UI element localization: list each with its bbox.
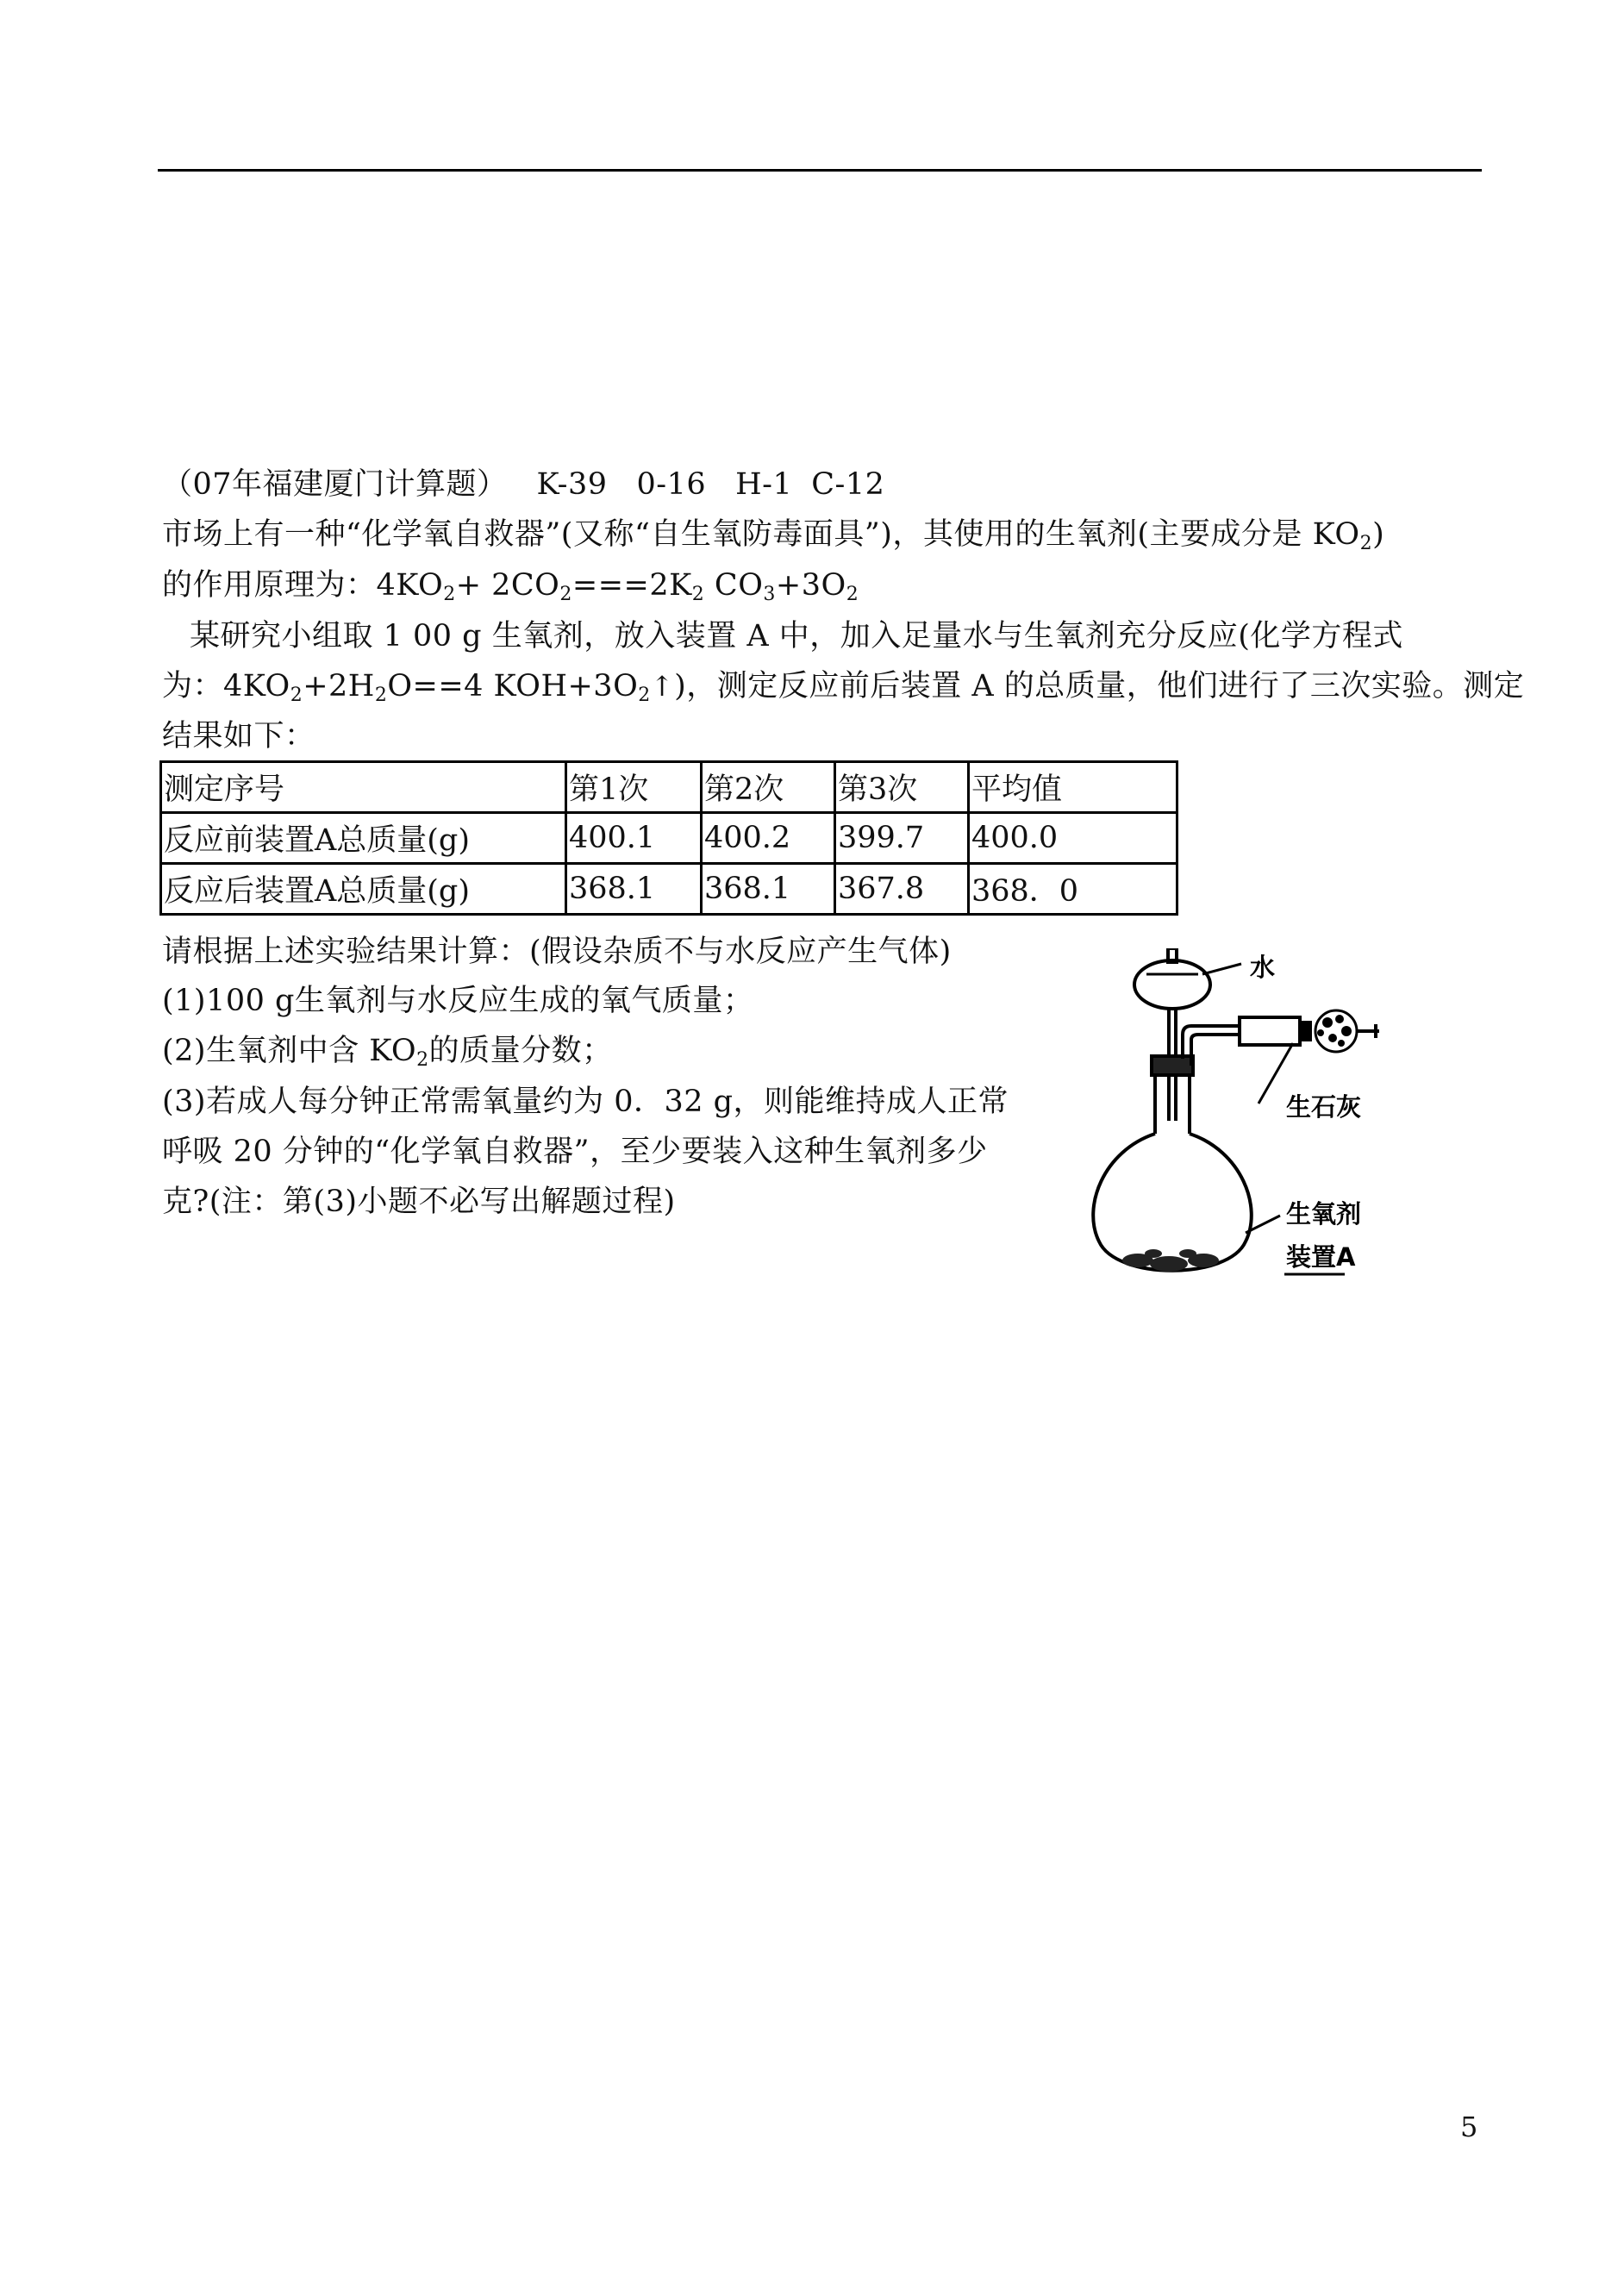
table-cell: 368.1 [566, 864, 702, 915]
question-2-text: (2)生氧剂中含 KO [162, 1034, 417, 1068]
para2-text-3: 结果如下： [162, 719, 315, 754]
label-quicklime: 生石灰 [1286, 1092, 1362, 1122]
header-rule [158, 169, 1482, 172]
question-1: (1)100 g生氧剂与水反应生成的氧气质量； [162, 984, 754, 1018]
table-row [161, 864, 1177, 915]
para2-line-3 [162, 716, 315, 757]
para2-text-1: 某研究小组取 1 00 g 生氧剂，放入装置 A 中，加入足量水与生氧剂充分反应(化学方程式 [190, 619, 1403, 653]
para2-line-1 [190, 616, 1403, 657]
para2-line-2 [162, 666, 1524, 707]
table-header-cell: 测定序号 [161, 762, 566, 813]
intro-close-paren: ) [1372, 517, 1385, 552]
quicklime-granules [1317, 1015, 1352, 1047]
label-oxygen-agent: 生氧剂 [1286, 1199, 1362, 1229]
table-cell: 400.1 [566, 813, 702, 864]
intro-text-1: 市场上有一种“化学氧自救器”(又称“自生氧防毒面具”)，其使用的生氧剂(主要成分是 KO [162, 517, 1360, 552]
question-2-subscript: 2 [416, 1049, 429, 1071]
label-water: 水 [1250, 953, 1276, 982]
intro-line-2 [162, 565, 859, 606]
intro-lead: 的作用原理为： [162, 568, 377, 603]
problem-source: （07年福建厦门计算题） [162, 467, 508, 502]
intro-subscript: 2 [1359, 533, 1373, 554]
table-header-cell: 平均值 [969, 762, 1177, 813]
page-number: 5 [1460, 2111, 1478, 2143]
table-cell: 反应后装置A总质量(g) [161, 864, 566, 915]
equation-2: $4KO_2+2H_2O==4$ $KOH+3O_2↑$ [223, 669, 675, 706]
para2-lead: 为： [162, 669, 224, 704]
question-3-line-3: 克?(注：第(3)小题不必写出解题过程) [162, 1185, 676, 1219]
atomic-mass-h: H-1 [735, 467, 793, 502]
table-cell: 368.1 [702, 864, 835, 915]
problem-source-line [162, 464, 884, 505]
table-cell: 368．0 [969, 864, 1177, 915]
question-2-text-end: 的质量分数； [428, 1034, 613, 1068]
table-cell: 400.2 [702, 813, 835, 864]
table-cell: 367.8 [835, 864, 969, 915]
equation-1: $4KO_2+ 2CO_2===2K_2$ $CO_3+3O_2$ [376, 568, 859, 605]
label-device-a: 装置A [1286, 1242, 1356, 1272]
question-3-line-2: 呼吸 20 分钟的“化学氧自救器”，至少要装入这种生氧剂多少 [162, 1135, 988, 1169]
table-cell: 400.0 [969, 813, 1177, 864]
question-2 [162, 1030, 613, 1072]
table-header-cell: 第3次 [835, 762, 969, 813]
table-row [161, 813, 1177, 864]
table-cell: 399.7 [835, 813, 969, 864]
atomic-mass-o: 0-16 [636, 467, 707, 502]
gas-arrow-icon: ↑ [650, 670, 675, 703]
questions-prompt: 请根据上述实验结果计算：(假设杂质不与水反应产生气体) [162, 935, 952, 969]
apparatus-diagram [1086, 948, 1483, 1310]
results-table [159, 760, 1178, 916]
atomic-mass-c: C-12 [811, 467, 885, 502]
intro-line-1 [162, 514, 1384, 555]
table-header-cell: 第2次 [702, 762, 835, 813]
table-cell: 反应前装置A总质量(g) [161, 813, 566, 864]
question-3-line-1: (3)若成人每分钟正常需氧量约为 0．32 g，则能维持成人正常 [162, 1085, 1009, 1119]
atomic-mass-k: K-39 [536, 467, 608, 502]
table-header-row [161, 762, 1177, 813]
para2-tail: )，测定反应前后装置 A 的总质量，他们进行了三次实验。测定 [674, 669, 1525, 704]
table-header-cell: 第1次 [566, 762, 702, 813]
